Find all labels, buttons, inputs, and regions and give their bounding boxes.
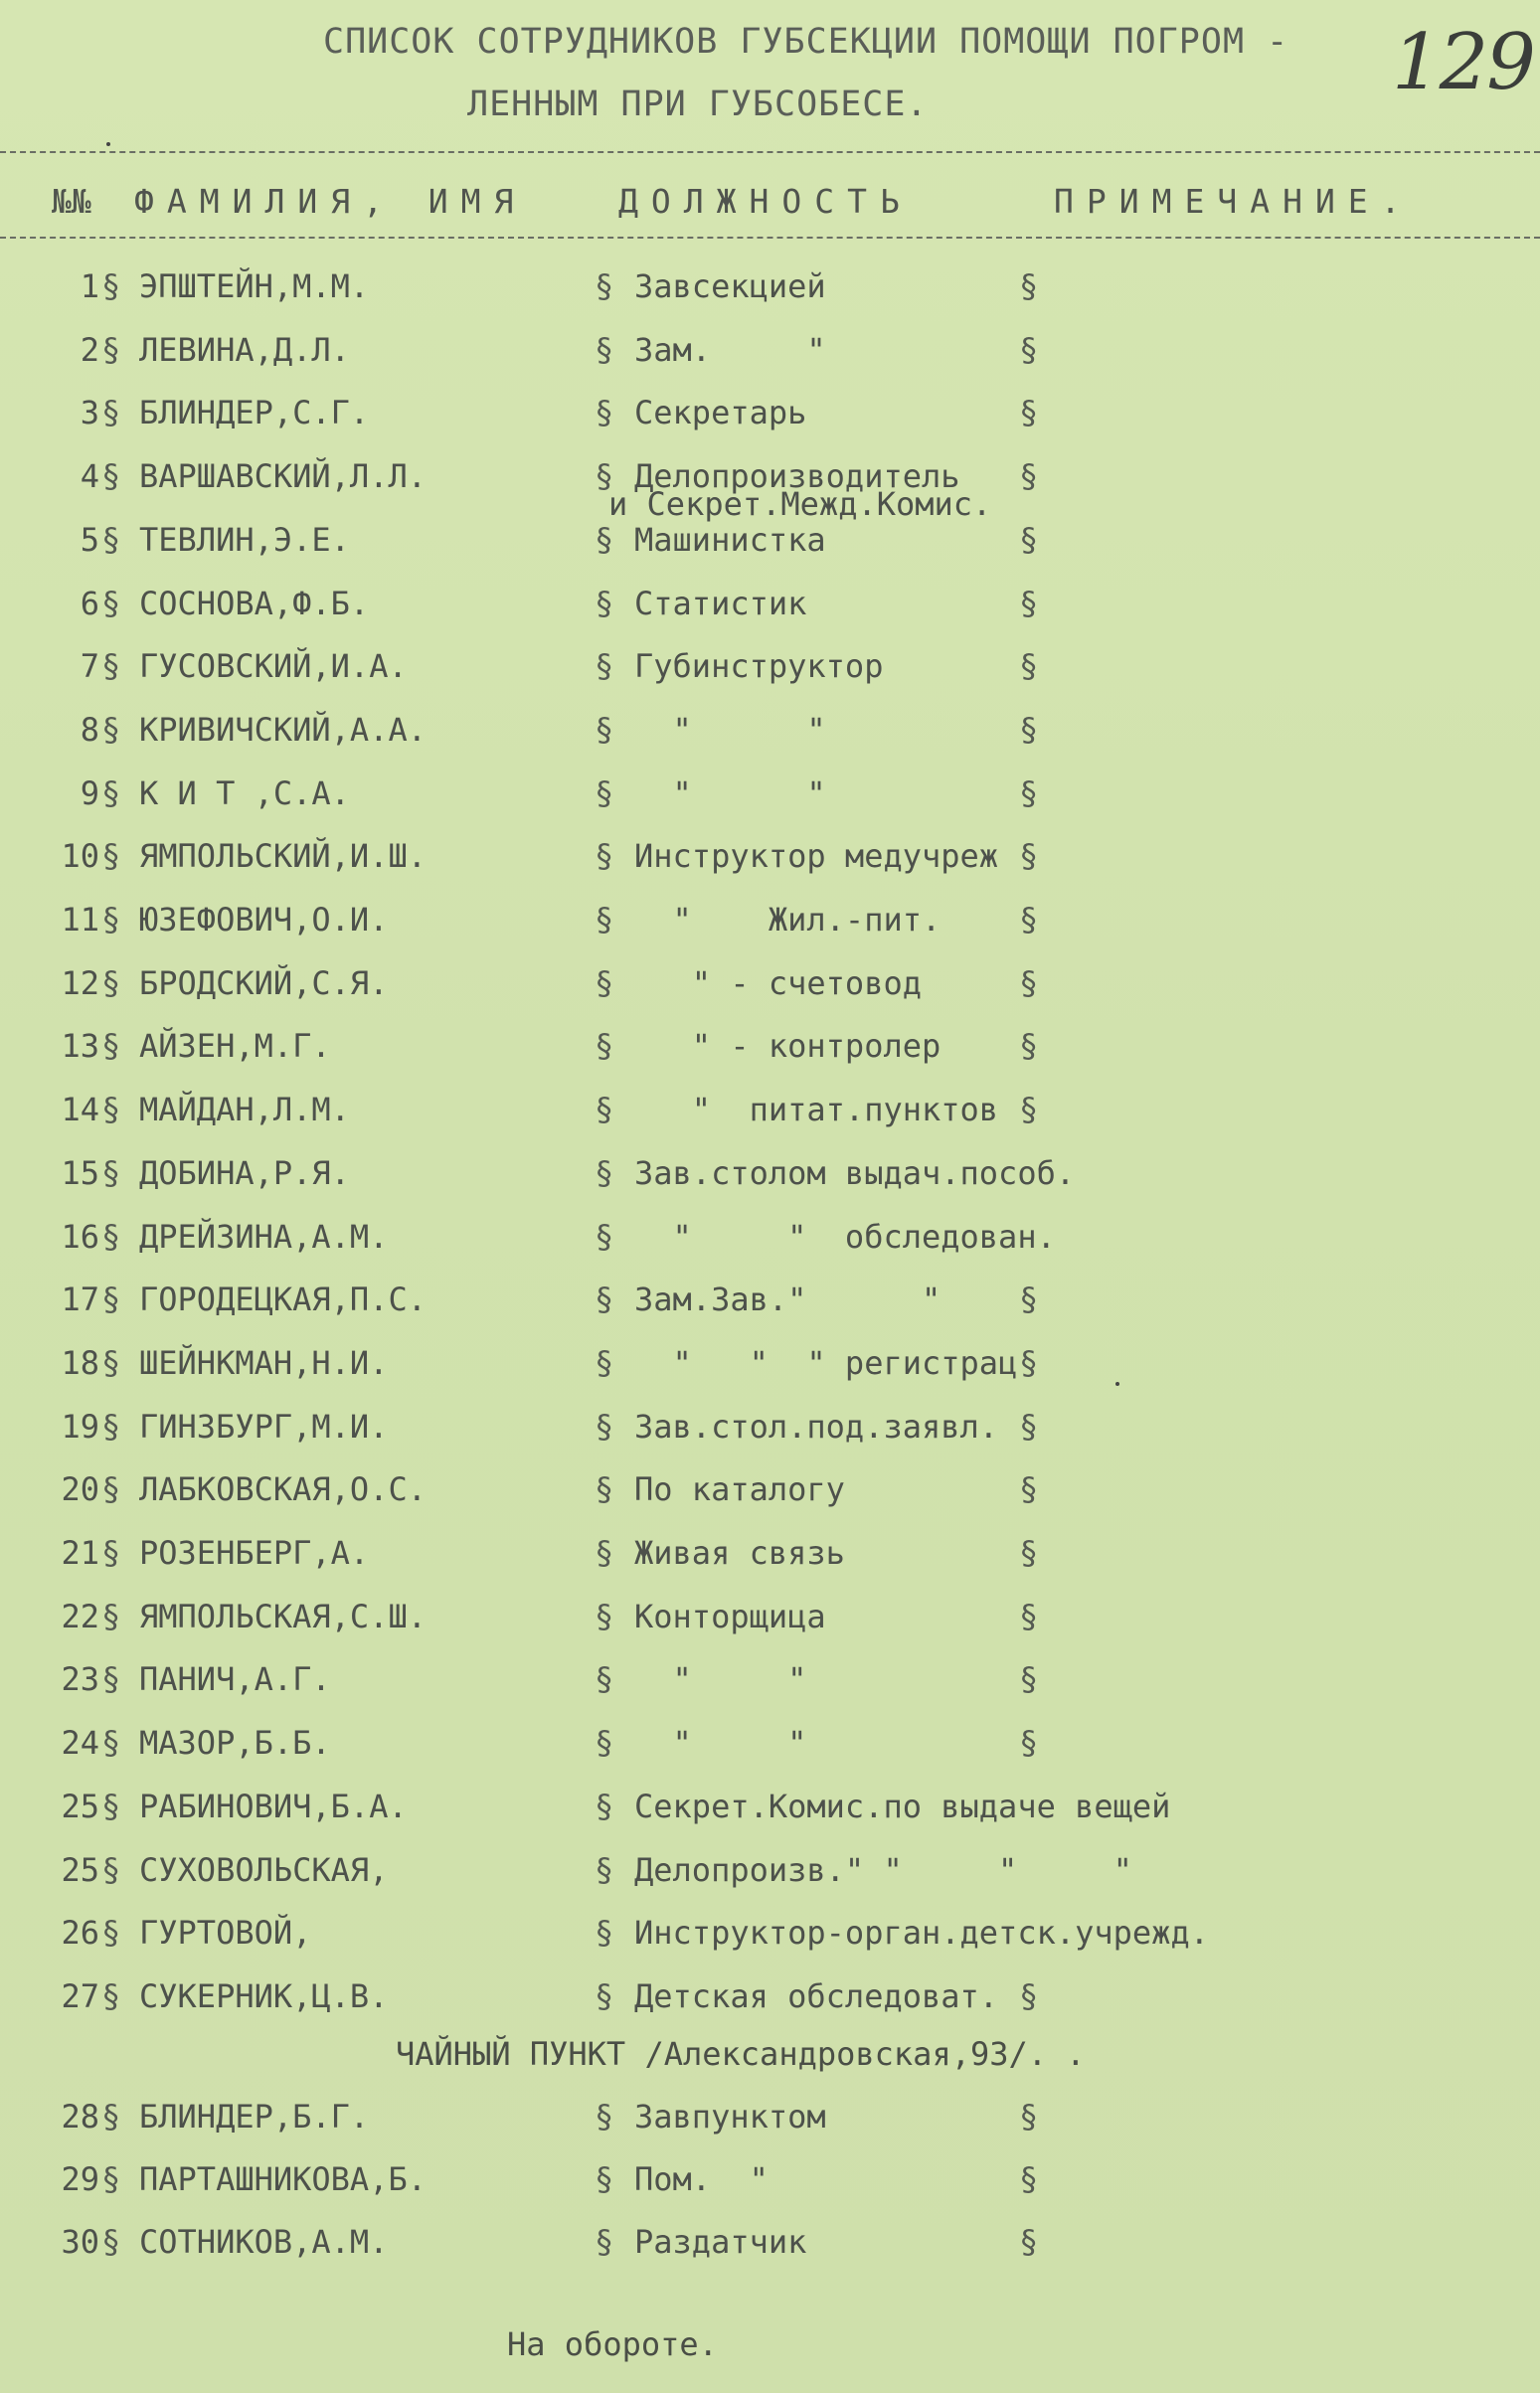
- employee-position: Живая связь: [634, 1534, 845, 1572]
- row-number: 16: [61, 1217, 99, 1256]
- section-sign: §: [101, 2160, 121, 2198]
- employee-name: ДОБИНА,Р.Я.: [139, 1153, 350, 1192]
- section-sign: §: [1019, 1343, 1039, 1382]
- row-number: 25: [61, 1787, 99, 1825]
- section-sign: §: [101, 1343, 121, 1382]
- employee-name: БЛИНДЕР,С.Г.: [139, 394, 370, 432]
- header-position: ДОЛЖНОСТЬ: [618, 182, 913, 221]
- section-sign: §: [595, 710, 614, 749]
- employee-name: ГИНЗБУРГ,М.И.: [139, 1407, 389, 1446]
- row-number: 4: [80, 457, 99, 496]
- employee-name: МАЗОР,Б.Б.: [139, 1724, 331, 1763]
- section-sign: §: [101, 520, 121, 559]
- employee-name: СОТНИКОВ,А.М.: [139, 2223, 389, 2261]
- section-sign: §: [1019, 394, 1039, 432]
- row-number: 10: [61, 837, 99, 876]
- section-sign: §: [101, 1153, 121, 1192]
- section-sign: §: [1019, 2223, 1039, 2261]
- employee-position: " ": [634, 710, 826, 749]
- header-bottom-rule: [0, 237, 1540, 239]
- employee-position: Зав.стол.под.заявл.: [634, 1407, 999, 1446]
- section-sign: §: [101, 1534, 121, 1572]
- section-sign: §: [595, 1850, 614, 1889]
- employee-position: Инструктор-орган.детск.учрежд.: [634, 1914, 1209, 1953]
- employee-position: Секрет.Комис.по выдаче вещей: [634, 1787, 1171, 1825]
- row-number: 7: [80, 647, 99, 686]
- employee-position: Завсекцией: [634, 267, 826, 305]
- employee-position: Зав.столом выдач.пособ.: [634, 1153, 1076, 1192]
- employee-position: Инструктор медучреж: [634, 837, 999, 876]
- employee-name: РАБИНОВИЧ,Б.А.: [139, 1787, 408, 1825]
- employee-position: Статистик: [634, 584, 807, 622]
- row-number: 15: [61, 1153, 99, 1192]
- section-sign: §: [1019, 710, 1039, 749]
- section-sign: §: [101, 1027, 121, 1066]
- section-sign: §: [1019, 1281, 1039, 1319]
- section-sign: §: [101, 963, 121, 1002]
- row-number: 6: [80, 584, 99, 622]
- employee-position: " ": [634, 1724, 807, 1763]
- section-sign: §: [595, 1787, 614, 1825]
- section-sign: §: [595, 2098, 614, 2136]
- section-sign: §: [101, 267, 121, 305]
- section-sign: §: [595, 647, 614, 686]
- employee-name: ДРЕЙЗИНА,А.М.: [139, 1217, 389, 1256]
- section-sign: §: [595, 1091, 614, 1129]
- employee-name: ЛЕВИНА,Д.Л.: [139, 330, 350, 369]
- section-sign: §: [595, 1976, 614, 2015]
- section-sign: §: [101, 2223, 121, 2261]
- employee-name: ТЕВЛИН,Э.Е.: [139, 520, 350, 559]
- section-sign: §: [101, 394, 121, 432]
- section-sign: §: [595, 2160, 614, 2198]
- row-number: 26: [61, 1914, 99, 1953]
- section-sign: §: [1019, 1724, 1039, 1763]
- employee-name: МАЙДАН,Л.М.: [139, 1091, 350, 1129]
- employee-position: Раздатчик: [634, 2223, 807, 2261]
- section-heading: ЧАЙНЫЙ ПУНКТ /Александровская,93/. .: [396, 2035, 1086, 2073]
- employee-position: " " " регистрац: [634, 1343, 1018, 1382]
- employee-name: ЛАБКОВСКАЯ,О.С.: [139, 1470, 427, 1509]
- section-sign: §: [595, 394, 614, 432]
- section-sign: §: [595, 1407, 614, 1446]
- section-sign: §: [101, 1091, 121, 1129]
- section-sign: §: [595, 2223, 614, 2261]
- section-sign: §: [595, 1027, 614, 1066]
- section-sign: §: [595, 837, 614, 876]
- document-title-line-1: СПИСОК СОТРУДНИКОВ ГУБСЕКЦИИ ПОМОЩИ ПОГРОМ -: [323, 22, 1289, 62]
- employee-position: Секретарь: [634, 394, 807, 432]
- row-number: 9: [80, 773, 99, 812]
- section-sign: §: [595, 1153, 614, 1192]
- section-sign: §: [1019, 2160, 1039, 2198]
- employee-position: " - контролер: [634, 1027, 941, 1066]
- employee-name: ГОРОДЕЦКАЯ,П.С.: [139, 1281, 427, 1319]
- header-top-rule: [0, 151, 1540, 153]
- employee-name: ВАРШАВСКИЙ,Л.Л.: [139, 457, 427, 496]
- section-sign: §: [101, 1850, 121, 1889]
- employee-name: ПАРТАШНИКОВА,Б.: [139, 2160, 427, 2198]
- employee-position: Конторщица: [634, 1597, 826, 1635]
- section-sign: §: [101, 1976, 121, 2015]
- section-sign: §: [101, 1281, 121, 1319]
- employee-name: ЯМПОЛЬСКАЯ,С.Ш.: [139, 1597, 427, 1635]
- row-number: 3: [80, 394, 99, 432]
- section-sign: §: [101, 584, 121, 622]
- section-sign: §: [1019, 963, 1039, 1002]
- section-sign: §: [101, 1597, 121, 1635]
- row-number: 29: [61, 2160, 99, 2198]
- section-sign: §: [595, 330, 614, 369]
- employee-position: " питат.пунктов: [634, 1091, 999, 1129]
- employee-position: " ": [634, 773, 826, 812]
- section-sign: §: [1019, 1597, 1039, 1635]
- section-sign: §: [101, 2098, 121, 2136]
- section-sign: §: [595, 267, 614, 305]
- section-sign: §: [1019, 837, 1039, 876]
- employee-name: СУКЕРНИК,Ц.В.: [139, 1976, 389, 2015]
- section-sign: §: [101, 773, 121, 812]
- row-number: 23: [61, 1660, 99, 1699]
- section-sign: §: [595, 773, 614, 812]
- employee-position: Зам. ": [634, 330, 826, 369]
- section-sign: §: [101, 457, 121, 496]
- section-sign: §: [595, 901, 614, 939]
- section-sign: §: [101, 1407, 121, 1446]
- section-sign: §: [595, 1914, 614, 1953]
- section-sign: §: [101, 710, 121, 749]
- employee-position: " - счетовод: [634, 963, 922, 1002]
- employee-position: Губинструктор: [634, 647, 884, 686]
- section-sign: §: [1019, 901, 1039, 939]
- section-sign: §: [595, 1724, 614, 1763]
- row-number: 24: [61, 1724, 99, 1763]
- employee-name: ПАНИЧ,А.Г.: [139, 1660, 331, 1699]
- row-number: 13: [61, 1027, 99, 1066]
- section-sign: §: [595, 1660, 614, 1699]
- employee-position: Зам.Зав." ": [634, 1281, 941, 1319]
- section-sign: §: [595, 457, 614, 496]
- section-sign: §: [595, 963, 614, 1002]
- employee-position-continued: и Секрет.Межд.Комис.: [608, 485, 992, 524]
- header-name: ФАМИЛИЯ, ИМЯ: [134, 182, 527, 221]
- employee-position: Завпунктом: [634, 2098, 826, 2136]
- section-sign: §: [1019, 584, 1039, 622]
- row-number: 11: [61, 901, 99, 939]
- row-number: 22: [61, 1597, 99, 1635]
- section-sign: §: [1019, 330, 1039, 369]
- row-number: 19: [61, 1407, 99, 1446]
- row-number: 27: [61, 1976, 99, 2015]
- row-number: 18: [61, 1343, 99, 1382]
- row-number: 28: [61, 2098, 99, 2136]
- section-sign: §: [595, 1597, 614, 1635]
- row-number: 1: [80, 267, 99, 305]
- section-sign: §: [101, 1914, 121, 1953]
- section-sign: §: [101, 647, 121, 686]
- employee-name: РОЗЕНБЕРГ,А.: [139, 1534, 370, 1572]
- employee-name: СУХОВОЛЬСКАЯ,: [139, 1850, 389, 1889]
- employee-name: ЭПШТЕЙН,М.М.: [139, 267, 370, 305]
- employee-name: ЮЗЕФОВИЧ,О.И.: [139, 901, 389, 939]
- section-sign: §: [1019, 1470, 1039, 1509]
- section-sign: §: [1019, 1534, 1039, 1572]
- section-sign: §: [1019, 2098, 1039, 2136]
- section-sign: §: [595, 1343, 614, 1382]
- employee-name: ЯМПОЛЬСКИЙ,И.Ш.: [139, 837, 427, 876]
- folio-number: 129: [1392, 18, 1534, 107]
- employee-name: СОСНОВА,Ф.Б.: [139, 584, 370, 622]
- section-sign: §: [101, 1787, 121, 1825]
- employee-name: ГУСОВСКИЙ,И.А.: [139, 647, 408, 686]
- section-sign: §: [1019, 1976, 1039, 2015]
- section-sign: §: [101, 901, 121, 939]
- section-sign: §: [101, 1217, 121, 1256]
- employee-position: " " обследован.: [634, 1217, 1056, 1256]
- section-sign: §: [1019, 647, 1039, 686]
- employee-position: " ": [634, 1660, 807, 1699]
- footer-note: На обороте.: [507, 2325, 718, 2363]
- row-number: 8: [80, 710, 99, 749]
- employee-position: " Жил.-пит.: [634, 901, 941, 939]
- employee-name: БЛИНДЕР,Б.Г.: [139, 2098, 370, 2136]
- section-sign: §: [101, 1470, 121, 1509]
- section-sign: §: [595, 1470, 614, 1509]
- section-sign: §: [101, 1724, 121, 1763]
- row-number: 2: [80, 330, 99, 369]
- section-sign: §: [101, 837, 121, 876]
- section-sign: §: [595, 520, 614, 559]
- row-number: 14: [61, 1091, 99, 1129]
- employee-name: К И Т ,С.А.: [139, 773, 350, 812]
- row-number: 20: [61, 1470, 99, 1509]
- section-sign: §: [595, 584, 614, 622]
- employee-position: Детская обследоват.: [634, 1976, 999, 2015]
- section-sign: §: [101, 330, 121, 369]
- employee-position: По каталогу: [634, 1470, 845, 1509]
- header-number: №№: [52, 182, 91, 221]
- employee-name: ШЕЙНКМАН,Н.И.: [139, 1343, 389, 1382]
- section-sign: §: [1019, 773, 1039, 812]
- row-number: 17: [61, 1281, 99, 1319]
- section-sign: §: [1019, 267, 1039, 305]
- document-title-line-2: ЛЕННЫМ ПРИ ГУБСОБЕСЕ.: [467, 85, 929, 124]
- employee-position: Машинистка: [634, 520, 826, 559]
- section-sign: §: [595, 1534, 614, 1572]
- section-sign: §: [101, 1660, 121, 1699]
- employee-name: КРИВИЧСКИЙ,А.А.: [139, 710, 427, 749]
- employee-position: Пом. ": [634, 2160, 769, 2198]
- employee-name: БРОДСКИЙ,С.Я.: [139, 963, 389, 1002]
- section-sign: §: [1019, 457, 1039, 496]
- employee-name: АЙЗЕН,М.Г.: [139, 1027, 331, 1066]
- row-number: 30: [61, 2223, 99, 2261]
- row-number: 25: [61, 1850, 99, 1889]
- section-sign: §: [1019, 1027, 1039, 1066]
- employee-position: Делопроизводитель: [634, 457, 960, 496]
- header-note: ПРИМЕЧАНИЕ.: [1054, 182, 1414, 221]
- section-sign: §: [1019, 1091, 1039, 1129]
- section-sign: §: [1019, 1407, 1039, 1446]
- ink-speck: [1115, 1382, 1119, 1386]
- employee-name: ГУРТОВОЙ,: [139, 1914, 312, 1953]
- ink-speck: [106, 142, 110, 146]
- row-number: 21: [61, 1534, 99, 1572]
- section-sign: §: [1019, 520, 1039, 559]
- row-number: 5: [80, 520, 99, 559]
- section-sign: §: [595, 1217, 614, 1256]
- section-sign: §: [1019, 1660, 1039, 1699]
- section-sign: §: [595, 1281, 614, 1319]
- employee-position: Делопроизв." " " ": [634, 1850, 1132, 1889]
- row-number: 12: [61, 963, 99, 1002]
